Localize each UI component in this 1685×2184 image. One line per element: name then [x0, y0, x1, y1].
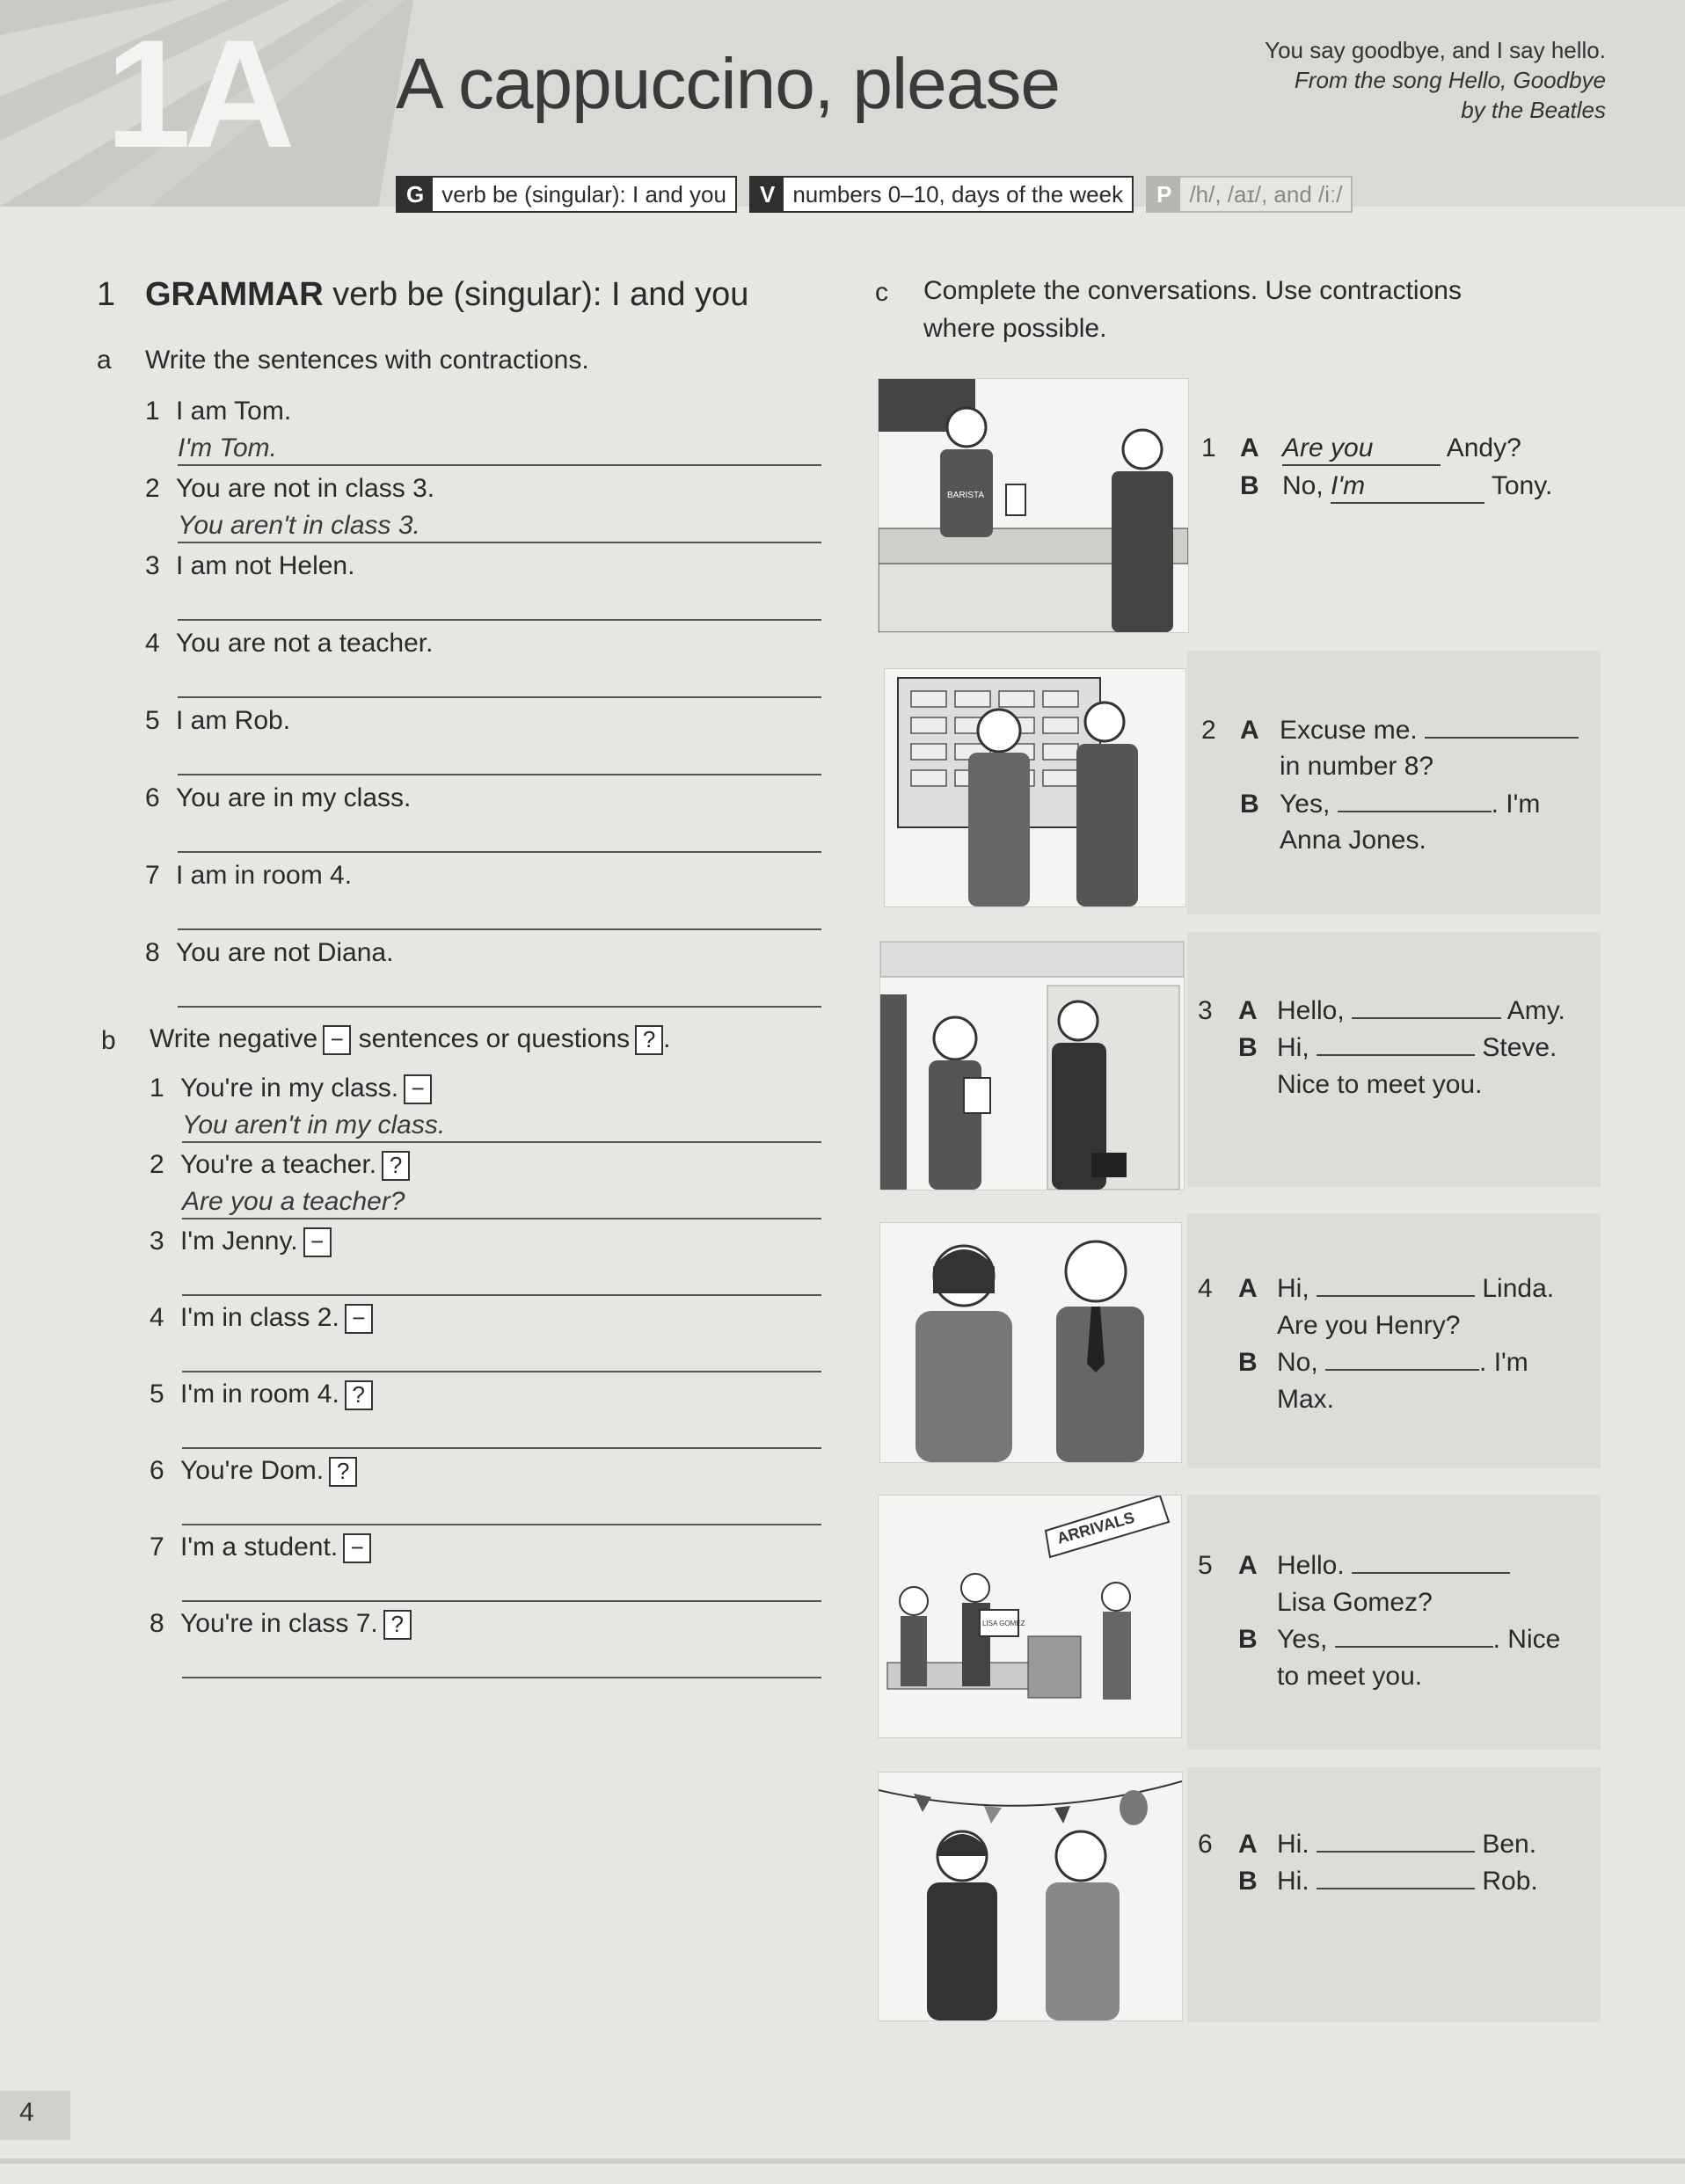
quote-line: You say goodbye, and I say hello.: [1265, 37, 1606, 63]
answer-blank[interactable]: [1352, 1572, 1510, 1574]
side-panel: [1187, 651, 1601, 914]
line-text: . Nice: [1492, 1625, 1561, 1654]
line-text: No,: [1282, 471, 1331, 500]
conversation-number: 2: [1201, 716, 1216, 745]
prompt-text: I'm in room 4.: [180, 1380, 339, 1409]
item-number: 1: [150, 1074, 164, 1103]
item-number: 3: [145, 551, 160, 580]
illustration-mailboxes: [884, 668, 1186, 907]
illustration-coffee-shop: [878, 378, 1189, 633]
illustration-arrivals: [878, 1495, 1182, 1738]
line-text: Hi,: [1277, 1274, 1317, 1303]
illustration-office-meeting: [879, 941, 1185, 1190]
conversation-number: 6: [1198, 1830, 1213, 1859]
conversation-5-line-a2: Lisa Gomez?: [1277, 1588, 1433, 1617]
illustration-greeting: [879, 1222, 1182, 1463]
item-number: 4: [145, 629, 160, 658]
conversation-6-line-a: [1277, 1829, 1536, 1860]
answer-blank[interactable]: [1425, 737, 1579, 739]
tag-text: /h/, /aɪ/, and /iː/: [1189, 180, 1343, 207]
item-number: 2: [150, 1150, 164, 1179]
line-text: Tony.: [1491, 471, 1553, 500]
item-answer[interactable]: Are you a teacher?: [182, 1187, 405, 1216]
instruction-text: Write negative: [150, 1024, 318, 1053]
answer-blank[interactable]: [1338, 811, 1492, 812]
item-number: 8: [150, 1609, 164, 1638]
conversation-5-line-a: [1277, 1550, 1510, 1582]
answer-line: [178, 696, 821, 698]
item-prompt: [180, 1455, 357, 1487]
illustration-party: [878, 1772, 1183, 2021]
line-text: No,: [1277, 1348, 1326, 1377]
answer-line: [182, 1141, 821, 1143]
quote-source: From the song Hello, Goodbye: [1294, 67, 1606, 93]
speaker-b: B: [1238, 1625, 1258, 1654]
conversation-number: 4: [1198, 1274, 1213, 1303]
item-number: 3: [150, 1227, 164, 1256]
answer-line: [178, 1006, 821, 1008]
answer-blank[interactable]: Are you: [1282, 433, 1441, 466]
tag-grammar: [396, 176, 737, 213]
negative-symbol-box: −: [303, 1227, 332, 1257]
section-heading: [145, 275, 748, 316]
section-heading-bold: GRAMMAR: [145, 276, 324, 313]
arrivals-sign-text: ARRIVALS: [1054, 1508, 1137, 1547]
line-text: Amy.: [1506, 996, 1565, 1025]
item-number: 2: [145, 474, 160, 503]
quote-source-artist: by the Beatles: [1461, 97, 1606, 123]
line-text: Hello.: [1277, 1551, 1353, 1580]
item-prompt: I am Rob.: [176, 706, 291, 735]
line-text: . I'm: [1479, 1348, 1528, 1377]
answer-line: [182, 1371, 821, 1372]
conversation-2-line-a2: in number 8?: [1280, 752, 1434, 781]
name-card-text: LISA GOMEZ: [982, 1620, 1025, 1627]
prompt-text: You're in my class.: [180, 1074, 399, 1103]
item-prompt: [180, 1226, 332, 1257]
answer-blank[interactable]: [1352, 1017, 1501, 1019]
answer-line: [178, 851, 821, 853]
answer-blank[interactable]: [1335, 1646, 1493, 1648]
line-text: Ben.: [1482, 1830, 1537, 1859]
item-number: 4: [150, 1303, 164, 1332]
item-prompt: I am Tom.: [176, 397, 292, 426]
apron-text: BARISTA: [947, 491, 985, 500]
item-prompt: You are not in class 3.: [176, 474, 435, 503]
item-number: 5: [150, 1380, 164, 1409]
question-symbol-box: ?: [345, 1380, 373, 1410]
tag-text: verb be (singular): I and you: [441, 180, 726, 207]
conversation-3-line-b: [1277, 1032, 1557, 1064]
negative-symbol-box: −: [343, 1533, 371, 1563]
line-text: . I'm: [1491, 790, 1541, 819]
question-symbol-box: ?: [382, 1151, 410, 1181]
speaker-a: A: [1238, 1830, 1258, 1859]
answer-line: [182, 1677, 821, 1678]
part-a-instruction: Write the sentences with contractions.: [145, 346, 589, 375]
item-prompt: [180, 1608, 412, 1640]
item-prompt: [180, 1379, 373, 1410]
item-number: 5: [145, 706, 160, 735]
answer-line: [178, 542, 821, 543]
answer-blank[interactable]: I'm: [1331, 470, 1484, 504]
section-heading-rest: verb be (singular): I and you: [332, 276, 749, 313]
answer-line: [182, 1218, 821, 1219]
item-number: 7: [150, 1532, 164, 1562]
unit-number: 1A: [106, 9, 288, 180]
item-prompt: I am in room 4.: [176, 861, 353, 890]
conversation-6-line-b: [1277, 1866, 1538, 1897]
conversation-3-line-b2: Nice to meet you.: [1277, 1070, 1483, 1099]
speaker-b: B: [1238, 1348, 1258, 1377]
answer-blank[interactable]: [1317, 1888, 1475, 1889]
line-text: Andy?: [1446, 433, 1521, 462]
speaker-b: B: [1238, 1033, 1258, 1062]
conversation-4-line-a2: Are you Henry?: [1277, 1311, 1461, 1340]
conversation-4-line-b2: Max.: [1277, 1385, 1335, 1414]
song-quote: [1265, 35, 1606, 125]
part-c-instruction-2: where possible.: [923, 314, 1107, 343]
answer-line: [182, 1600, 821, 1602]
item-answer[interactable]: You aren't in my class.: [182, 1110, 446, 1139]
question-symbol-box: ?: [383, 1610, 412, 1640]
item-prompt: [180, 1532, 371, 1563]
line-text: Hello,: [1277, 996, 1353, 1025]
footer-rule: [0, 2159, 1685, 2164]
item-prompt: [180, 1149, 410, 1181]
answer-line: [178, 774, 821, 775]
section-number: 1: [97, 276, 116, 313]
speaker-a: A: [1238, 996, 1258, 1025]
prompt-text: I'm in class 2.: [180, 1303, 339, 1332]
item-prompt: I am not Helen.: [176, 551, 355, 580]
tag-key: G: [398, 178, 433, 211]
answer-line: [182, 1294, 821, 1296]
tag-pronunciation: [1146, 176, 1353, 213]
speaker-a: A: [1238, 1551, 1258, 1580]
question-symbol-box: ?: [329, 1457, 357, 1487]
negative-symbol-box: −: [323, 1025, 351, 1055]
speaker-a: A: [1240, 433, 1259, 462]
item-prompt: You are not Diana.: [176, 938, 394, 967]
negative-symbol-box: −: [345, 1304, 373, 1334]
item-number: 6: [145, 783, 160, 812]
negative-symbol-box: −: [404, 1074, 432, 1104]
page-number: 4: [19, 2098, 34, 2127]
conversation-number: 5: [1198, 1551, 1213, 1580]
answer-line: [182, 1447, 821, 1449]
instruction-text: sentences or questions: [358, 1024, 631, 1053]
answer-blank[interactable]: [1317, 1295, 1475, 1297]
answer-blank[interactable]: [1317, 1054, 1475, 1056]
conversation-5-line-b2: to meet you.: [1277, 1662, 1423, 1691]
prompt-text: You're in class 7.: [180, 1609, 378, 1638]
item-number: 6: [150, 1456, 164, 1485]
tag-key: V: [751, 178, 784, 211]
part-a-letter: a: [97, 346, 112, 375]
answer-line: [178, 928, 821, 930]
line-text: Steve.: [1482, 1033, 1557, 1062]
tag-vocabulary: [749, 176, 1134, 213]
question-symbol-box: ?: [635, 1025, 663, 1055]
prompt-text: You're Dom.: [180, 1456, 325, 1485]
instruction-text: .: [663, 1024, 671, 1053]
speaker-b: B: [1240, 790, 1259, 819]
line-text: Yes,: [1280, 790, 1338, 819]
item-prompt: [180, 1302, 373, 1334]
prompt-text: I'm Jenny.: [180, 1227, 298, 1256]
answer-blank[interactable]: [1325, 1369, 1479, 1371]
answer-line: [178, 464, 821, 466]
answer-line: [182, 1524, 821, 1525]
line-text: Excuse me.: [1280, 716, 1418, 745]
speaker-b: B: [1240, 471, 1259, 500]
item-answer[interactable]: You aren't in class 3.: [178, 511, 420, 540]
item-number: 7: [145, 861, 160, 890]
conversation-1-line-b: [1282, 470, 1552, 504]
speaker-a: A: [1240, 716, 1259, 745]
prompt-text: You're a teacher.: [180, 1150, 377, 1179]
item-number: 1: [145, 397, 160, 426]
prompt-text: I'm a student.: [180, 1532, 339, 1562]
line-text: Hi.: [1277, 1867, 1317, 1896]
tag-text: numbers 0–10, days of the week: [792, 180, 1124, 207]
part-c-letter: c: [875, 278, 888, 307]
answer-blank[interactable]: [1317, 1851, 1475, 1853]
tag-key: P: [1148, 178, 1180, 211]
conversation-3-line-a: [1277, 995, 1565, 1027]
conversation-2-line-b: [1280, 789, 1540, 820]
page-number-box: [0, 2091, 70, 2140]
answer-line: [178, 619, 821, 621]
line-text: Hi,: [1277, 1033, 1317, 1062]
unit-tags: [396, 176, 1353, 213]
page-title: A cappuccino, please: [396, 44, 1060, 124]
part-b-letter: b: [101, 1026, 116, 1055]
item-prompt: [180, 1073, 432, 1104]
side-panel: [1187, 1495, 1601, 1750]
conversation-2-line-b2: Anna Jones.: [1280, 826, 1426, 855]
line-text: Linda.: [1482, 1274, 1555, 1303]
item-prompt: You are in my class.: [176, 783, 412, 812]
conversation-5-line-b: [1277, 1624, 1560, 1656]
line-text: Hi.: [1277, 1830, 1317, 1859]
conversation-number: 1: [1201, 433, 1216, 462]
conversation-1-line-a: [1282, 433, 1521, 466]
speaker-a: A: [1238, 1274, 1258, 1303]
item-number: 8: [145, 938, 160, 967]
item-answer[interactable]: I'm Tom.: [178, 433, 277, 462]
speaker-b: B: [1238, 1867, 1258, 1896]
conversation-4-line-b: [1277, 1347, 1528, 1379]
line-text: Yes,: [1277, 1625, 1335, 1654]
conversation-number: 3: [1198, 996, 1213, 1025]
item-prompt: You are not a teacher.: [176, 629, 434, 658]
part-b-instruction: [150, 1023, 670, 1055]
conversation-4-line-a: [1277, 1273, 1554, 1305]
part-c-instruction: Complete the conversations. Use contractions: [923, 276, 1462, 305]
line-text: Rob.: [1482, 1867, 1538, 1896]
conversation-2-line-a: [1280, 715, 1579, 746]
